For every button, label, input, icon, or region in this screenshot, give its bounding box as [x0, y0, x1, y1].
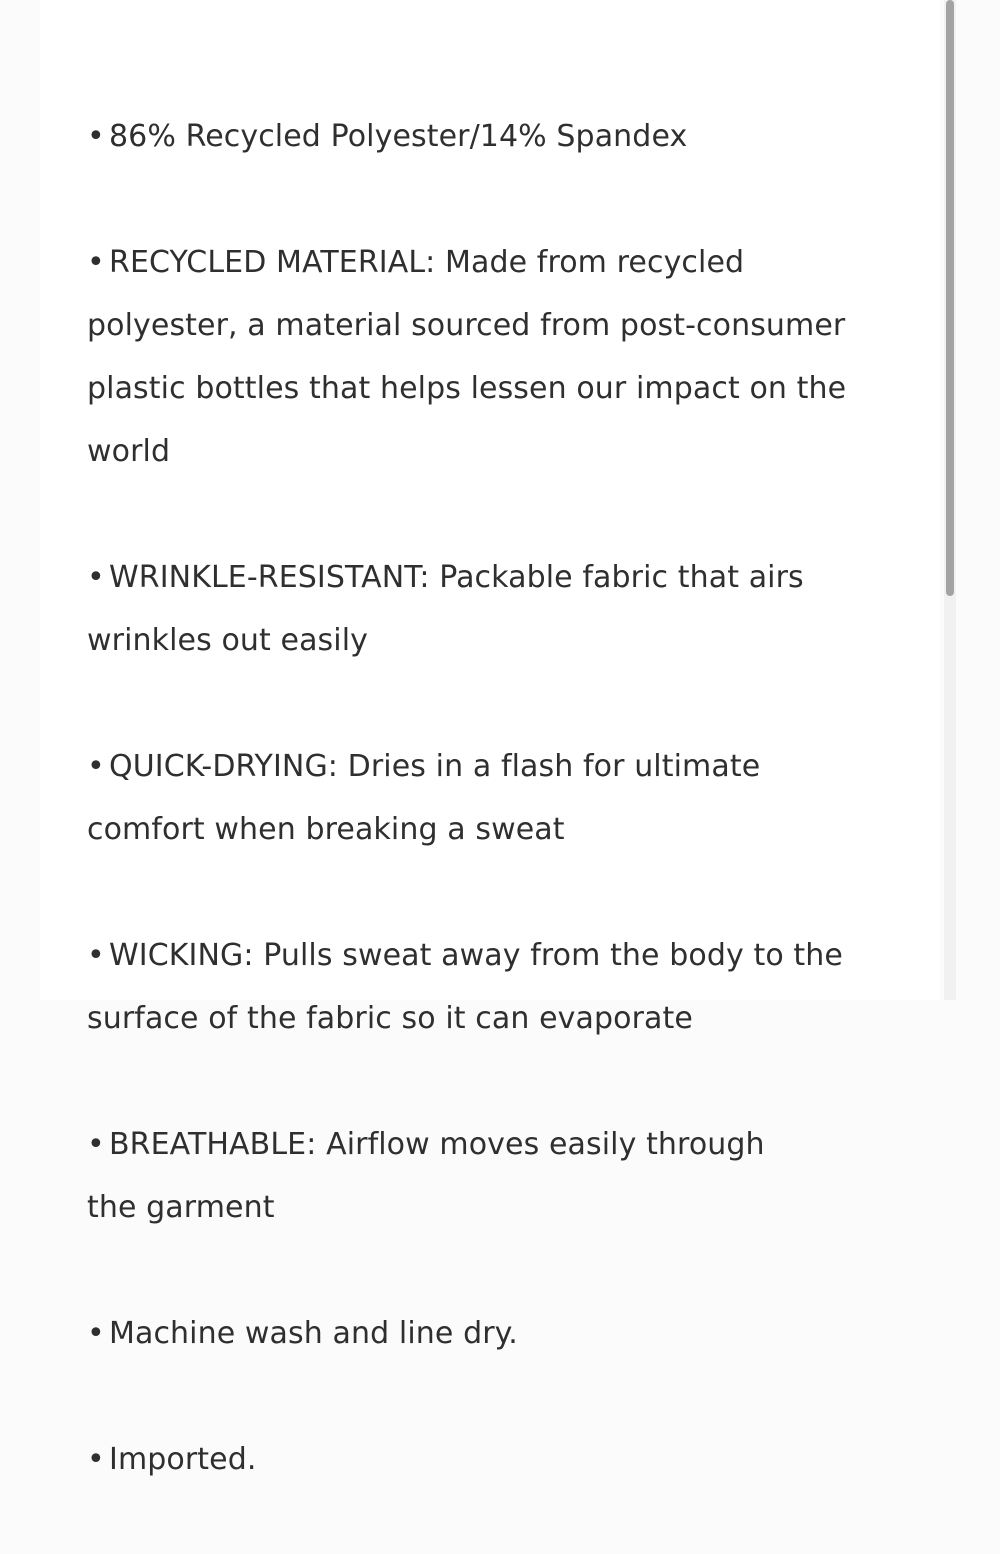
bullet-icon: •: [87, 560, 105, 595]
detail-text: BREATHABLE: Airflow moves easily through the garment: [87, 1127, 765, 1225]
detail-breathable: [87, 1113, 927, 1239]
detail-text: RECYCLED MATERIAL: Made from recycled polyester, a material sourced from post-consumer plastic bottles that helps lessen our impact on the world: [87, 245, 847, 469]
detail-care-instructions: [87, 1302, 927, 1365]
bullet-icon: •: [87, 1316, 105, 1351]
bullet-icon: •: [87, 245, 105, 280]
detail-text: QUICK-DRYING: Dries in a flash for ultimate comfort when breaking a sweat: [87, 749, 761, 847]
detail-quick-drying: [87, 735, 927, 861]
bullet-icon: •: [87, 1127, 105, 1162]
bullet-icon: •: [87, 749, 105, 784]
product-details-list: [87, 42, 927, 1554]
detail-text: Machine wash and line dry.: [109, 1316, 518, 1351]
detail-text: 86% Recycled Polyester/14% Spandex: [109, 119, 688, 154]
detail-material-composition: [87, 105, 927, 168]
scrollbar-thumb[interactable]: [946, 0, 954, 596]
bullet-icon: •: [87, 938, 105, 973]
detail-text: Imported.: [109, 1442, 257, 1477]
bullet-icon: •: [87, 1442, 105, 1477]
detail-recycled-material: [87, 231, 927, 483]
bullet-icon: •: [87, 119, 105, 154]
detail-text: WRINKLE-RESISTANT: Packable fabric that airs wrinkles out easily: [87, 560, 804, 658]
detail-text: WICKING: Pulls sweat away from the body to the surface of the fabric so it can evaporate: [87, 938, 843, 1036]
detail-wrinkle-resistant: [87, 546, 927, 672]
detail-imported: [87, 1428, 927, 1491]
detail-wicking: [87, 924, 927, 1050]
